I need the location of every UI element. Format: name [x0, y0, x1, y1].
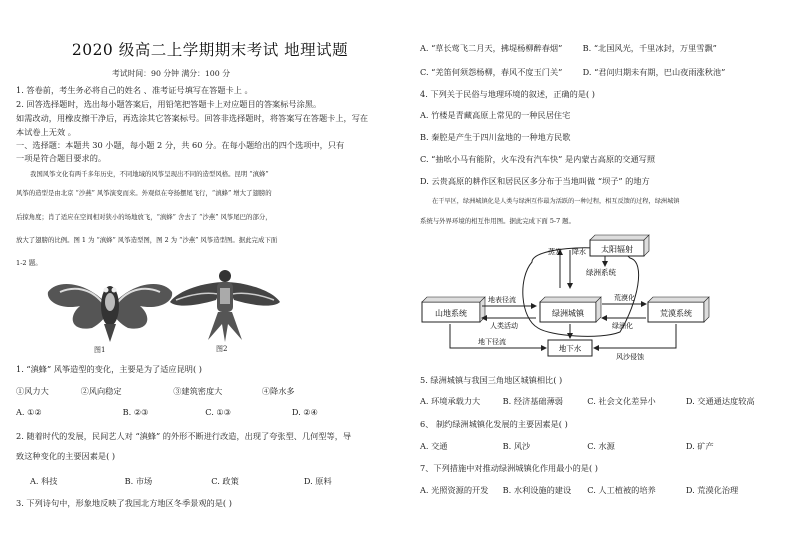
q4-option-d[interactable]: D. 云贵高原的耕作区和居民区多分布于当地叫做 “坝子” 的地方: [420, 176, 650, 186]
question-6-stem: 6、 制约绿洲城镇化发展的主要因素是( ): [420, 419, 568, 429]
q3-option-d[interactable]: D. “君问归期未有期，巴山夜雨涨秋池”: [582, 67, 726, 77]
desert-system-label: 荒漠系统: [660, 309, 692, 318]
q1-option-d[interactable]: D. ②④: [291, 407, 318, 417]
figure-2-caption: 图2: [216, 345, 228, 353]
mountain-system-label: 山地系统: [435, 309, 467, 318]
oasis-passage-1: 在干旱区，绿洲城镇化是人类与绿洲互作最为活跃的一种过程，相互反馈的过程，绿洲城镇: [432, 198, 680, 205]
oasis-passage-2: 系统与外界环境的相互作用图。据此完成下面 5-7 题。: [420, 217, 575, 225]
q2-option-b[interactable]: B. 市场: [124, 476, 153, 486]
q1-option-b[interactable]: B. ②③: [122, 407, 149, 417]
kite-passage-1: 我国风筝文化有两千多年历史，不同地域的风筝呈现出不同的造型风格。昆明 “滇蜂”: [30, 170, 269, 178]
question-5-stem: 5. 绿洲城镇与我国三角地区城镇相比( ): [420, 375, 563, 385]
exam-info: 考试时间：90 分钟 满分：100 分: [112, 69, 231, 78]
q2-option-d[interactable]: D. 原料: [303, 476, 332, 486]
oasis-system-label: 绿洲系统: [586, 268, 616, 277]
mountain-system-box: [422, 297, 485, 322]
question-2-stem-cont: 致这种变化的主要因素是( ): [16, 451, 116, 461]
q1-option-c[interactable]: C. ①③: [205, 407, 232, 417]
q1-item-3: ③建筑密度大: [173, 386, 223, 396]
q5-option-a[interactable]: A. 环境承载力大: [420, 396, 481, 406]
question-7-stem: 7、下列措施中对推动绿洲城镇化作用最小的是( ): [420, 463, 598, 473]
q1-option-a[interactable]: A. ①②: [16, 407, 42, 417]
human-activity-label: 人类活动: [490, 322, 518, 330]
q4-option-b[interactable]: B. 秦腔是产生于四川盆地的一种地方民歌: [420, 132, 571, 142]
groundwater-label: 地下水: [558, 344, 582, 353]
oasis-system-diagram: [420, 232, 720, 362]
question-4-stem: 4. 下列关于民俗与地理环境的叙述，正确的是( ): [420, 89, 595, 99]
wind-sand-erosion-label: 风沙侵蚀: [616, 353, 644, 361]
q5-option-d[interactable]: D. 交通通达度较高: [685, 396, 755, 406]
q7-option-d[interactable]: D. 荒漠化治理: [685, 485, 739, 495]
desertification-label: 荒漠化: [614, 294, 635, 302]
q6-option-d[interactable]: D. 矿产: [685, 441, 714, 451]
underground-runoff-label: 地下径流: [478, 338, 506, 346]
q1-item-1: ①风力大: [16, 386, 49, 396]
question-2-options: [30, 475, 332, 487]
oasis-city-label: 绿洲城镇: [552, 309, 584, 318]
q4-option-c[interactable]: C. “抽吆小马有能阶，火车没有汽车快” 是内蒙古高原的交通写照: [420, 154, 656, 164]
question-3-stem: 3. 下列诗句中，形象地反映了我国北方地区冬季景观的是( ): [16, 498, 232, 508]
kite-figure-2: [166, 268, 284, 344]
oasis-city-box: [540, 297, 601, 322]
oasification-label: 绿洲化: [612, 322, 633, 330]
kite-passage-3: 后掠角度；肖了适应在空间相对狭小的场地放飞，“滇蜂” 舍去了 “沙燕” 风筝尾巴的部分，: [16, 213, 272, 221]
q6-option-c[interactable]: C. 水源: [587, 441, 615, 451]
q3-option-a[interactable]: A. “草长莺飞二月天，拂堤杨柳醉春烟”: [420, 43, 563, 53]
kite-figure-1: [40, 272, 180, 344]
section-heading: 一、选择题：本题共 30 小题，每小题 2 分，共 60 分。在每小题给出的四个选项中，只有: [16, 140, 345, 150]
q5-option-c[interactable]: C. 社会文化差异小: [587, 396, 656, 406]
question-6-options: [420, 440, 714, 452]
question-2-stem: 2. 随着时代的发展，民间艺人对 “滇蜂” 的外形不断进行改造，出现了夸张型、几何型等，导: [16, 431, 352, 441]
question-7-options: [420, 484, 738, 496]
surface-runoff-label: 地表径流: [488, 296, 516, 304]
q1-item-2: ②风向稳定: [80, 386, 122, 396]
kite-passage-5: 1-2 题。: [16, 259, 42, 267]
kite-passage-4: 放大了翅膀的比例。图 1 为 “滇蜂” 风筝造型图，图 2 为 “沙燕” 风筝造型图。据此完成下面: [16, 236, 278, 244]
q7-option-a[interactable]: A. 光照资源的开发: [420, 485, 489, 495]
q5-option-b[interactable]: B. 经济基础薄弱: [502, 396, 563, 406]
page-title: 2020 级高二上学期期末考试 地理试题: [71, 41, 349, 59]
kite-passage-2: 风筝的造型是由北京 “沙燕” 风筝演变而来。外观似在夸扬摆尾飞行，“滇蜂” 增大了翅膀的: [16, 189, 272, 197]
sun-radiation-box: [590, 235, 649, 256]
question-1-stem: 1. “滇蜂” 风筝造型的变化，主要是为了适应昆明( ): [16, 364, 202, 374]
q7-option-c[interactable]: C. 人工植被的培养: [587, 485, 656, 495]
notice-line-3: 如需改动，用橡皮擦干净后，再选涂其它答案标号。回答非选择题时，将答案写在答题卡上，写在本试卷上无效 。: [16, 113, 369, 137]
notice-line-2: 2. 回答选择题时，选出每小题答案后，用铅笔把答题卡上对应题目的答案标号涂黑。: [16, 99, 322, 109]
precipitation-label: 降水: [572, 248, 586, 256]
sun-radiation-label: 太阳辐射: [601, 245, 633, 254]
q2-option-a[interactable]: A. 科技: [30, 476, 58, 486]
q6-option-a[interactable]: A. 交通: [420, 441, 448, 451]
question-5-options: [420, 395, 755, 407]
question-1-options: [16, 406, 318, 418]
question-3-options-row-2: [420, 66, 725, 78]
question-1-items: [16, 385, 295, 397]
figure-1-caption: 图1: [94, 346, 106, 354]
q2-option-c[interactable]: C. 政策: [211, 476, 239, 486]
q3-option-b[interactable]: B. “北国风光，千里冰封，万里雪飘”: [582, 43, 717, 53]
q4-option-a[interactable]: A. 竹楼是青藏高原上常见的一种民居住宅: [420, 110, 571, 120]
section-heading-cont: 一项是符合题目要求的。: [16, 153, 107, 163]
question-3-options-row-1: [420, 42, 717, 54]
q6-option-b[interactable]: B. 风沙: [502, 441, 531, 451]
evaporation-label: 蒸发: [548, 248, 562, 256]
q3-option-c[interactable]: C. “羌笛何须怨杨柳，春风不度玉门关”: [420, 67, 563, 77]
sha-yan-kite-image: [170, 270, 280, 342]
desert-system-box: [648, 297, 709, 322]
dian-feng-kite-image: [48, 284, 172, 342]
notice-line-1: 1. 答卷前，考生务必将自己的姓名 、准考证号填写在答题卡上 。: [16, 85, 253, 95]
q1-item-4: ④降水多: [261, 386, 295, 396]
q7-option-b[interactable]: B. 水利设施的建设: [502, 485, 572, 495]
